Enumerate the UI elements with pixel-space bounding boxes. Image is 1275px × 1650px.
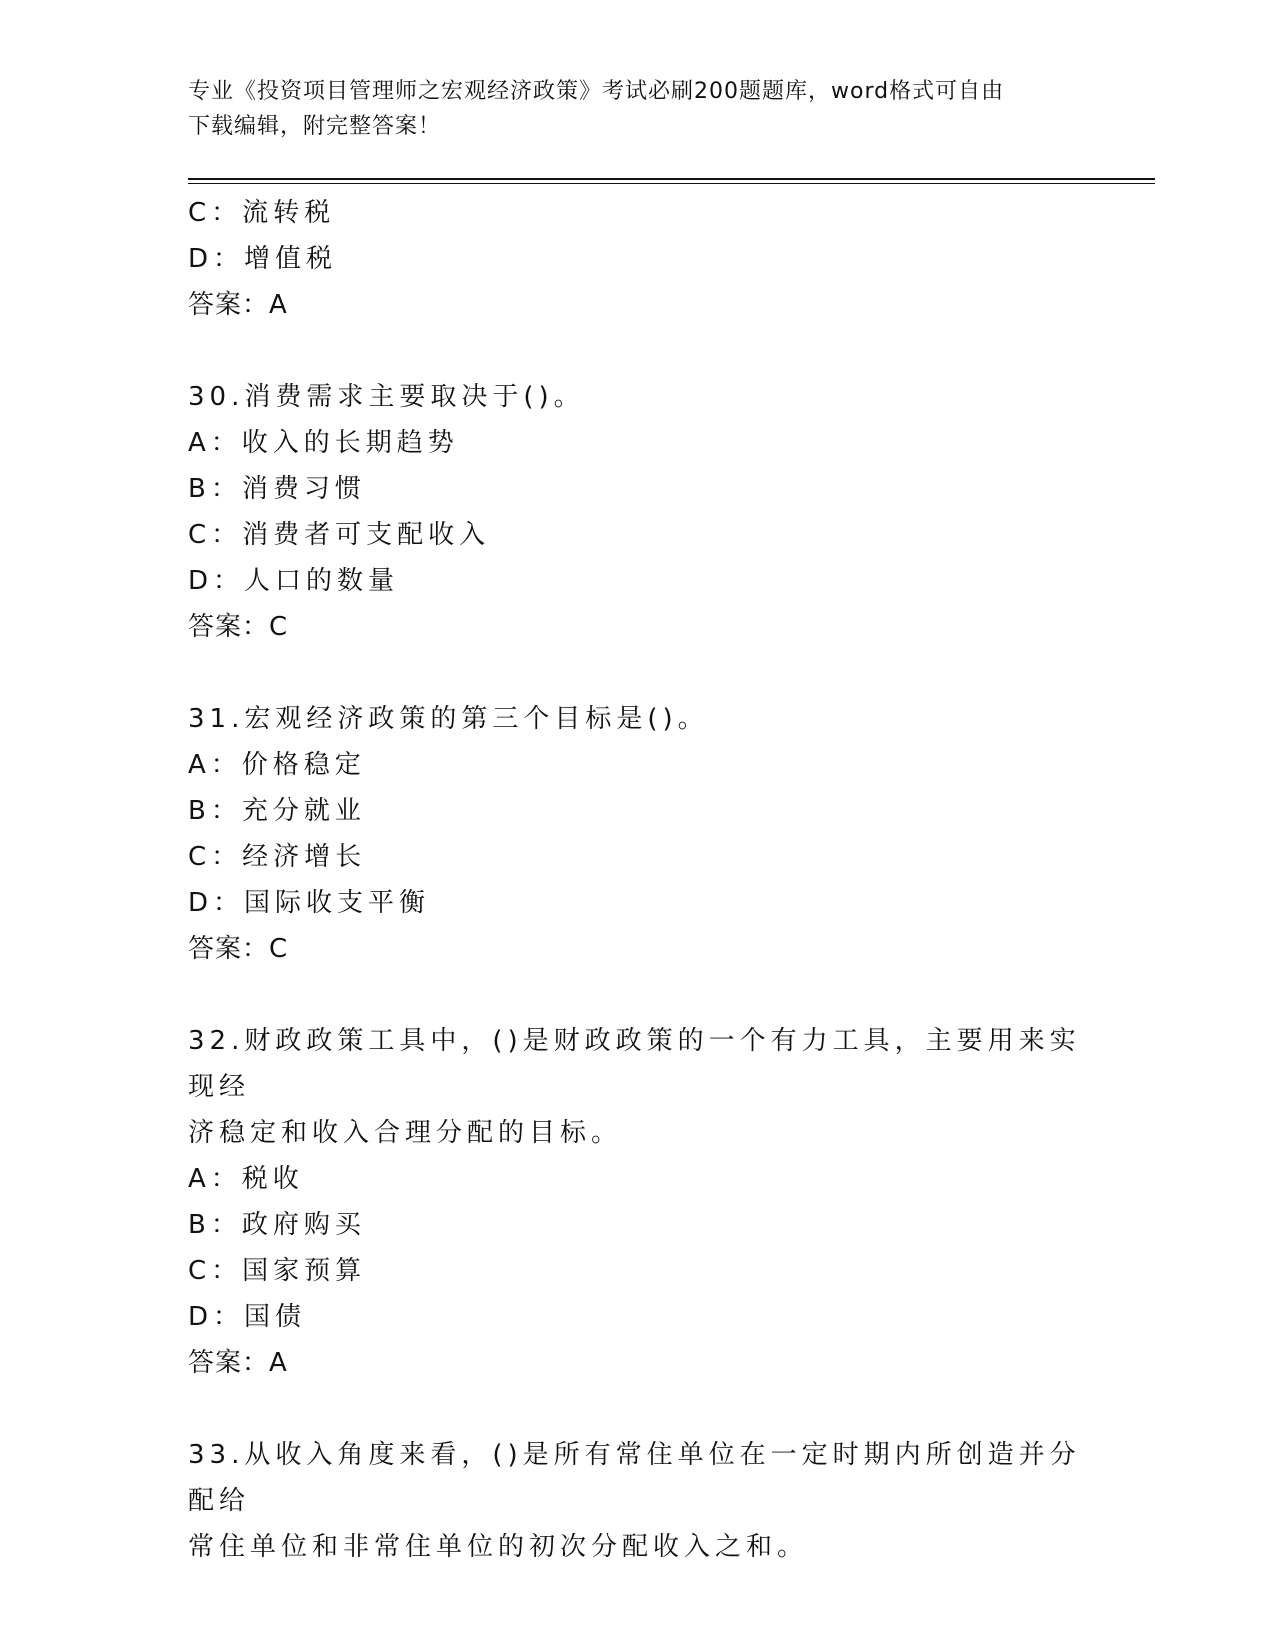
question-30 xyxy=(188,374,1088,650)
option-b: B：政府购买 xyxy=(188,1210,366,1240)
answer-line: 答案：C xyxy=(188,934,289,964)
question-stem-line-1: 32.财政政策工具中，()是财政政策的一个有力工具，主要用来实现经 xyxy=(188,1026,1081,1102)
question-33 xyxy=(188,1432,1088,1570)
option-c: C：国家预算 xyxy=(188,1256,367,1286)
question-list xyxy=(188,190,1088,1570)
option-a: A：收入的长期趋势 xyxy=(188,428,459,458)
question-31 xyxy=(188,696,1088,972)
option-d: D：国债 xyxy=(188,1302,307,1332)
answer-line: 答案：A xyxy=(188,290,288,320)
question-stem-line-1: 33.从收入角度来看，()是所有常住单位在一定时期内所创造并分配给 xyxy=(188,1440,1081,1516)
header-line-1: 专业《投资项目管理师之宏观经济政策》考试必刷200题题库，word格式可自由 xyxy=(188,79,1005,104)
header-line-2: 下载编辑，附完整答案！ xyxy=(188,114,442,139)
question-stem-line-2: 常住单位和非常住单位的初次分配收入之和。 xyxy=(188,1532,809,1562)
option-d: D：国际收支平衡 xyxy=(188,888,431,918)
spacer xyxy=(188,972,1088,1018)
answer-line: 答案：A xyxy=(188,1348,288,1378)
option-c: C：消费者可支配收入 xyxy=(188,520,491,550)
question-29-tail xyxy=(188,190,1088,328)
spacer xyxy=(188,650,1088,696)
option-b: B：消费习惯 xyxy=(188,474,366,504)
header-divider-thin xyxy=(188,183,1155,184)
document-header xyxy=(188,74,1088,144)
header-divider-thick xyxy=(188,178,1155,180)
spacer xyxy=(188,328,1088,374)
question-32 xyxy=(188,1018,1088,1386)
option-c: C：流转税 xyxy=(188,198,336,228)
spacer xyxy=(188,1386,1088,1432)
option-a: A：价格稳定 xyxy=(188,750,366,780)
option-c: C：经济增长 xyxy=(188,842,367,872)
question-stem: 31.宏观经济政策的第三个目标是()。 xyxy=(188,704,709,734)
question-stem-line-2: 济稳定和收入合理分配的目标。 xyxy=(188,1118,623,1148)
option-d: D：人口的数量 xyxy=(188,566,400,596)
option-d: D：增值税 xyxy=(188,244,338,274)
option-a: A：税收 xyxy=(188,1164,304,1194)
option-b: B：充分就业 xyxy=(188,796,366,826)
question-stem: 30.消费需求主要取决于()。 xyxy=(188,382,585,412)
answer-line: 答案：C xyxy=(188,612,289,642)
